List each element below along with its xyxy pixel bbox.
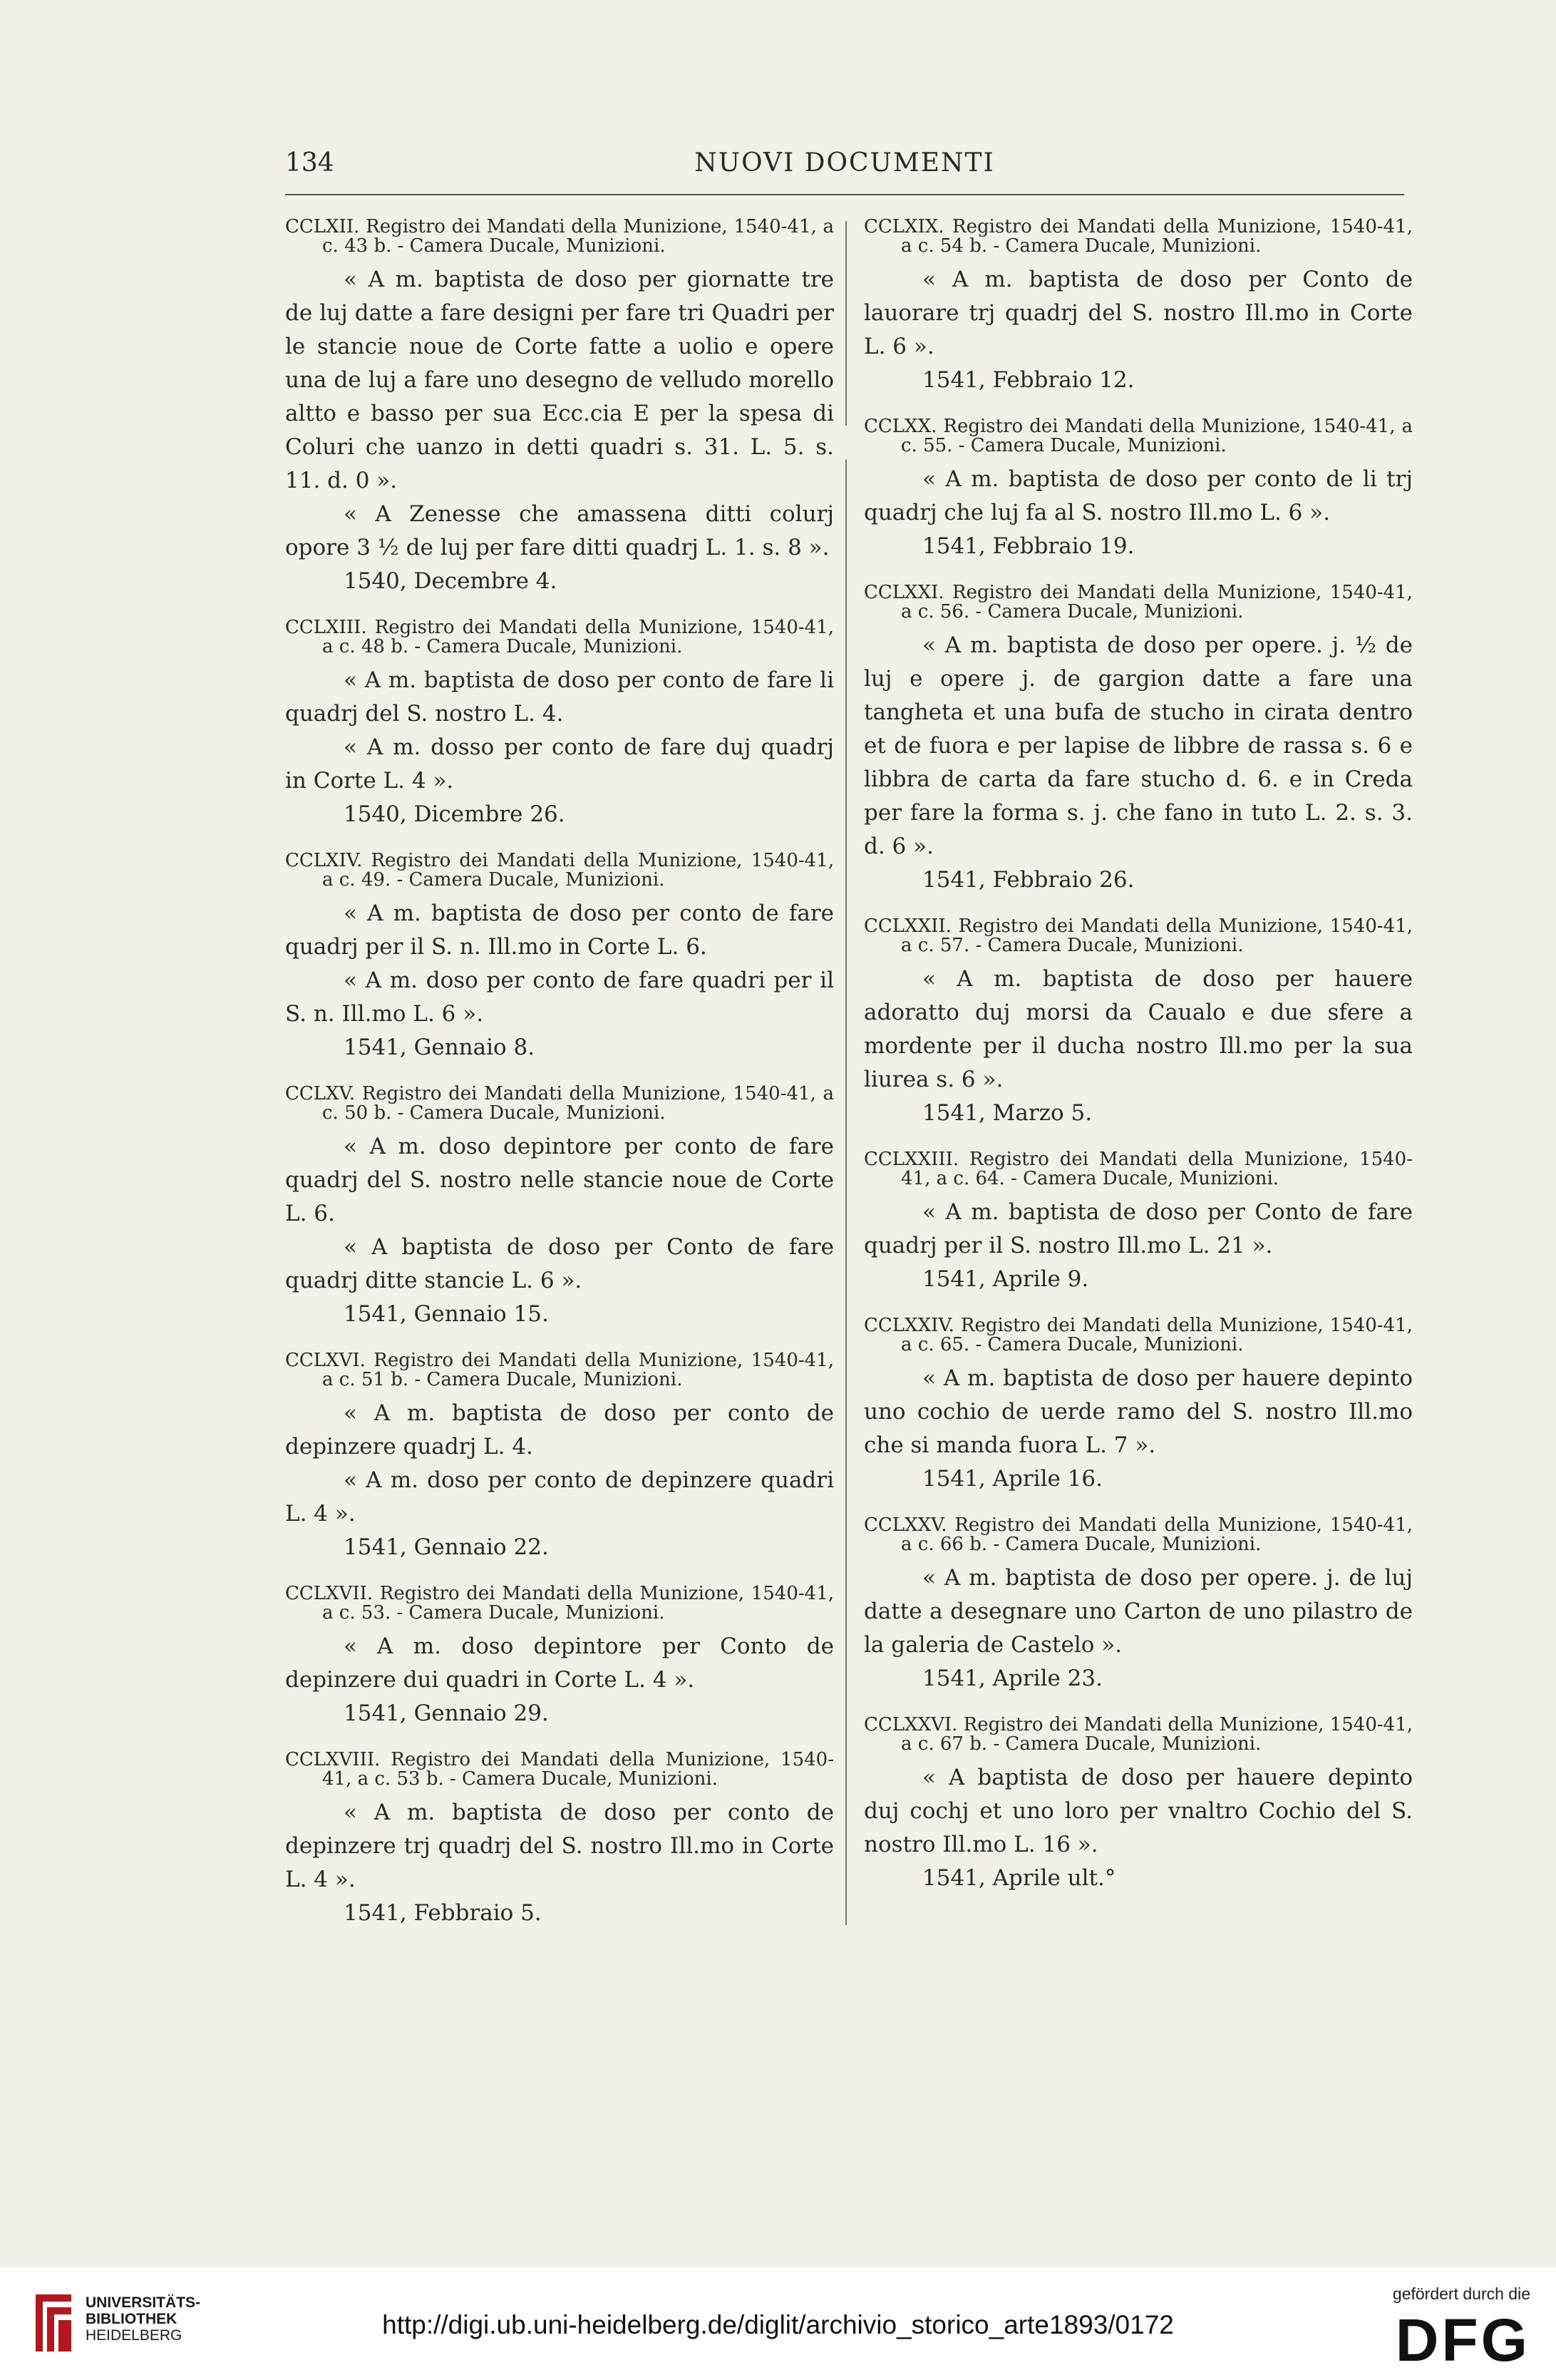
entry-paragraph: « A m. doso depintore per Conto de depinzere dui quadri in Corte L. 4 ». (285, 1633, 834, 1693)
dfg-logo: DFG (1395, 2307, 1530, 2374)
entry-date: 1541, Febbraio 12. (922, 367, 1135, 393)
entry-paragraph: « A m. doso per conto de depinzere quadri L. 4 ». (285, 1467, 834, 1527)
header-rule (285, 194, 1404, 195)
entry-paragraph: « A m. baptista de doso per opere. j. ½ de luj e opere j. de gargion datte a fare una tangheta et una bufa de stucho in cirata dentro et de fuora e per lapise de libbre de rassa s. 6 e libbra de carta da fare stucho d. 6. e in Creda per fare la forma s. j. che fano in tuto L. 2. s. 3. d. 6 ». (864, 632, 1413, 859)
entry-header: CCLXIX. Registro dei Mandati della Munizione, 1540-41, a c. 54 b. - Camera Ducale, Munizioni. (864, 216, 1413, 257)
document-entry (864, 1316, 1413, 1496)
entry-header: CCLXXI. Registro dei Mandati della Munizione, 1540-41, a c. 56. - Camera Ducale, Munizioni. (864, 582, 1413, 622)
column-divider (845, 221, 847, 1925)
entry-date: 1541, Febbraio 19. (922, 533, 1135, 559)
entry-paragraph: « A Zenesse che amassena ditti colurj opore 3 ½ de luj per fare ditti quadrj L. 1. s. 8 ». (285, 501, 834, 560)
right-column (864, 217, 1413, 1915)
entry-paragraph: « A m. baptista de doso per giornatte tre de luj datte a fare designi per fare tri Quadri per le stancie noue de Corte fatte a uolio e opere una de luj a fare uno desegno de velludo morello altto e basso per sua Ecc.cia E per la spesa di Coluri che uanzo in detti quadri s. 31. L. 5. s. 11. d. 0 ». (285, 267, 834, 493)
entry-paragraph: « A m. baptista de doso per Conto de lauorare trj quadrj del S. nostro Ill.mo in Corte L. 6 ». (864, 267, 1413, 359)
entry-header: CCLXXV. Registro dei Mandati della Munizione, 1540-41, a c. 66 b. - Camera Ducale, Munizioni. (864, 1514, 1413, 1555)
entry-paragraph: « A m. baptista de doso per hauere depinto uno cochio de uerde ramo del S. nostro Ill.mo che si manda fuora L. 7 ». (864, 1365, 1413, 1458)
entry-date: 1541, Aprile 16. (922, 1466, 1103, 1492)
entry-header: CCLXXVI. Registro dei Mandati della Munizione, 1540-41, a c. 67 b. - Camera Ducale, Munizioni. (864, 1714, 1413, 1755)
library-name-line: UNIVERSITÄTS- (86, 2294, 201, 2311)
running-head (285, 148, 1404, 191)
entry-header: CCLXX. Registro dei Mandati della Munizione, 1540-41, a c. 55. - Camera Ducale, Munizioni. (864, 416, 1413, 456)
page-number: 134 (285, 148, 334, 178)
document-entry (285, 618, 834, 831)
entry-date: 1540, Dicembre 26. (344, 801, 565, 827)
entry-header: CCLXV. Registro dei Mandati della Munizione, 1540-41, a c. 50 b. - Camera Ducale, Munizioni. (285, 1083, 834, 1124)
document-entry (285, 217, 834, 598)
entry-paragraph: « A m. baptista de doso per conto de depinzere trj quadrj del S. nostro Ill.mo in Corte L. 4 ». (285, 1800, 834, 1892)
document-entry (285, 1351, 834, 1564)
entry-header: CCLXIV. Registro dei Mandati della Munizione, 1540-41, a c. 49. - Camera Ducale, Munizioni. (285, 850, 834, 891)
document-entry (864, 917, 1413, 1130)
entry-paragraph: « A m. baptista de doso per conto de fare quadrj per il S. n. Ill.mo in Corte L. 6. (285, 901, 834, 960)
entry-paragraph: « A baptista de doso per hauere depinto duj cochj et uno loro per vnaltro Cochio del S. nostro Ill.mo L. 16 ». (864, 1765, 1413, 1857)
entry-paragraph: « A m. baptista de doso per Conto de fare quadrj per il S. nostro Ill.mo L. 21 ». (864, 1199, 1413, 1258)
entry-date: 1541, Aprile 9. (922, 1266, 1089, 1292)
library-name-line: BIBLIOTHEK (86, 2311, 177, 2327)
entry-date: 1541, Febbraio 5. (344, 1900, 542, 1926)
document-entry (285, 1584, 834, 1730)
entry-paragraph: « A m. baptista de doso per conto de fare li quadrj del S. nostro L. 4. (285, 667, 834, 727)
entry-paragraph: « A baptista de doso per Conto de fare quadrj ditte stancie L. 6 ». (285, 1234, 834, 1293)
funder-label: gefördert durch die (1392, 2284, 1530, 2303)
entry-paragraph: « A m. baptista de doso per hauere adoratto duj morsi da Caualo e due sfere a mordente per il ducha nostro Ill.mo per la sua liurea s. 6 ». (864, 966, 1413, 1092)
entry-header: CCLXVIII. Registro dei Mandati della Munizione, 1540-41, a c. 53 b. - Camera Ducale, Munizioni. (285, 1749, 834, 1790)
entry-paragraph: « A m. baptista de doso per conto de depinzere quadrj L. 4. (285, 1400, 834, 1460)
digitization-footer (0, 2267, 1556, 2380)
document-entry (864, 583, 1413, 897)
library-name-line: HEIDELBERG (86, 2327, 182, 2344)
entry-paragraph: « A m. baptista de doso per conto de li trj quadrj che luj fa al S. nostro Ill.mo L. 6 ». (864, 466, 1413, 525)
entry-date: 1541, Gennaio 15. (344, 1301, 549, 1327)
running-title: NUOVI DOCUMENTI (694, 148, 995, 178)
document-entry (864, 1715, 1413, 1895)
entry-paragraph: « A m. baptista de doso per opere. j. de luj datte a desegnare uno Carton de uno pilastro de la galeria de Castelo ». (864, 1565, 1413, 1658)
entry-date: 1540, Decembre 4. (344, 568, 557, 594)
left-column (285, 217, 834, 1950)
document-entry (285, 1084, 834, 1331)
entry-date: 1541, Marzo 5. (922, 1100, 1093, 1126)
entry-date: 1541, Gennaio 29. (344, 1701, 549, 1726)
entry-paragraph: « A m. dosso per conto de fare duj quadrj in Corte L. 4 ». (285, 734, 834, 794)
permalink-url[interactable]: http://digi.ub.uni-heidelberg.de/diglit/archivio_storico_arte1893/0172 (382, 2310, 1174, 2339)
entry-header: CCLXVI. Registro dei Mandati della Munizione, 1540-41, a c. 51 b. - Camera Ducale, Munizioni. (285, 1350, 834, 1390)
entry-date: 1541, Aprile ult.° (922, 1865, 1116, 1891)
entry-header: CCLXXII. Registro dei Mandati della Munizione, 1540-41, a c. 57. - Camera Ducale, Munizioni. (864, 915, 1413, 956)
document-entry (864, 417, 1413, 563)
entry-header: CCLXII. Registro dei Mandati della Munizione, 1540-41, a c. 43 b. - Camera Ducale, Munizioni. (285, 216, 834, 257)
entry-header: CCLXVII. Registro dei Mandati della Munizione, 1540-41, a c. 53. - Camera Ducale, Munizioni. (285, 1583, 834, 1624)
document-entry (864, 217, 1413, 397)
entry-paragraph: « A m. doso depintore per conto de fare quadrj del S. nostro nelle stancie noue de Corte L. 6. (285, 1134, 834, 1226)
document-entry (285, 851, 834, 1065)
entry-date: 1541, Aprile 23. (922, 1666, 1103, 1691)
document-entry (864, 1516, 1413, 1696)
entry-header: CCLXIII. Registro dei Mandati della Munizione, 1540-41, a c. 48 b. - Camera Ducale, Munizioni. (285, 617, 834, 657)
entry-paragraph: « A m. doso per conto de fare quadri per il S. n. Ill.mo L. 6 ». (285, 968, 834, 1027)
entry-date: 1541, Gennaio 22. (344, 1534, 549, 1560)
entry-date: 1541, Febbraio 26. (922, 867, 1135, 893)
document-entry (864, 1150, 1413, 1296)
entry-date: 1541, Gennaio 8. (344, 1035, 535, 1060)
entry-header: CCLXXIII. Registro dei Mandati della Munizione, 1540-41, a c. 64. - Camera Ducale, Munizioni. (864, 1149, 1413, 1189)
entry-header: CCLXXIV. Registro dei Mandati della Munizione, 1540-41, a c. 65. - Camera Ducale, Munizioni. (864, 1315, 1413, 1355)
document-entry (285, 1750, 834, 1930)
